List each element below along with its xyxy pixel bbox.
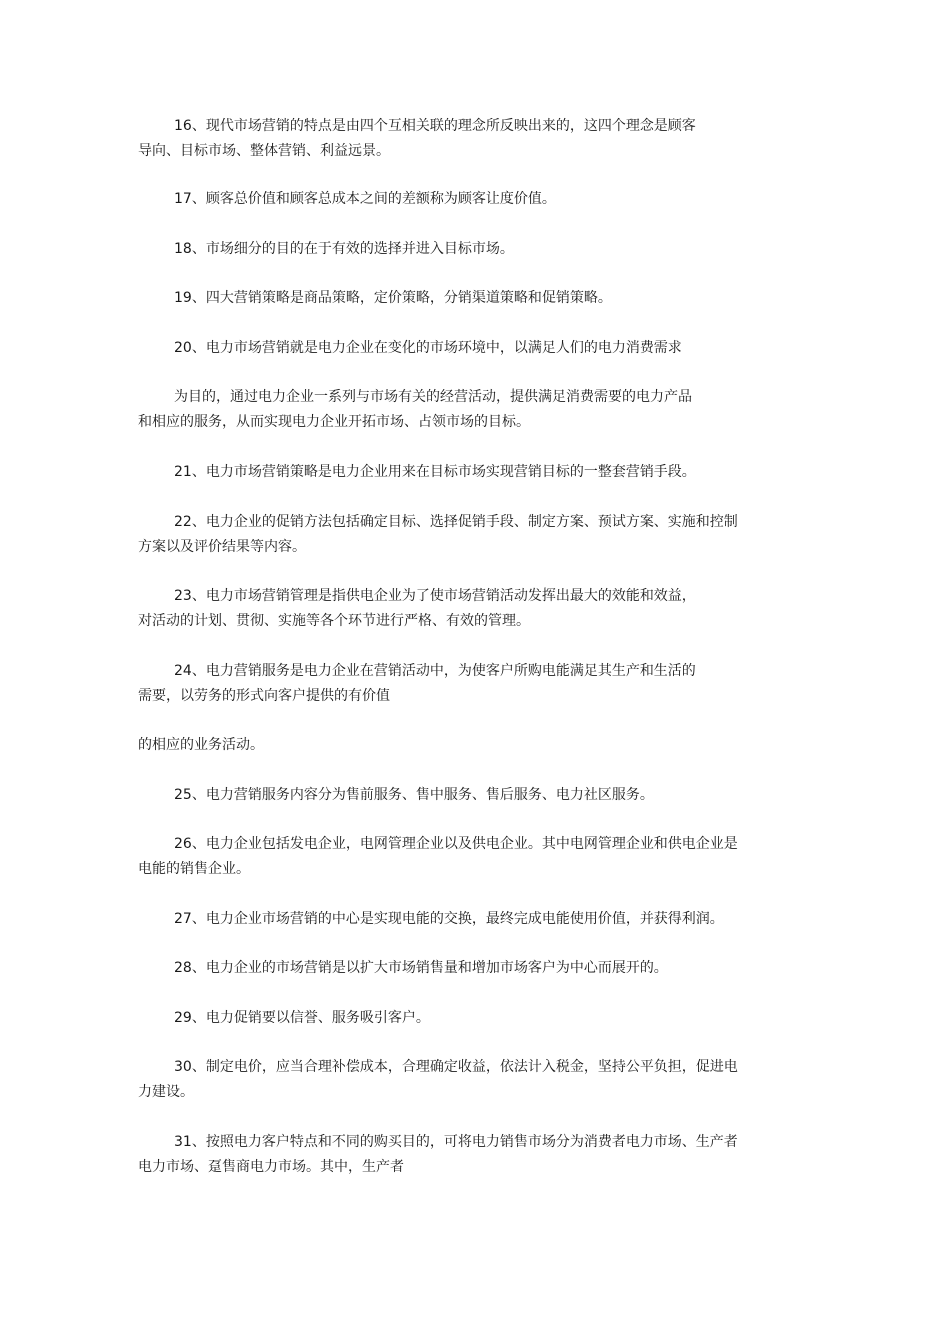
text-line: 19、四大营销策略是商品策略，定价策略，分销渠道策略和促销策略。 xyxy=(174,290,612,306)
text-line: 31、按照电力客户特点和不同的购买目的，可将电力销售市场分为消费者电力市场、生产者 xyxy=(174,1134,738,1150)
paragraph-16 xyxy=(138,114,828,164)
text-line: 22、电力企业的促销方法包括确定目标、选择促销手段、制定方案、预试方案、实施和控制 xyxy=(174,514,738,530)
text-line: 20、电力市场营销就是电力企业在变化的市场环境中，以满足人们的电力消费需求 xyxy=(174,340,682,356)
paragraph-23 xyxy=(138,584,828,634)
text-line: 25、电力营销服务内容分为售前服务、售中服务、售后服务、电力社区服务。 xyxy=(174,787,654,803)
text-line: 29、电力促销要以信誉、服务吸引客户。 xyxy=(174,1010,430,1026)
text-line: 17、顾客总价值和顾客总成本之间的差额称为顾客让度价值。 xyxy=(174,191,556,207)
paragraph-22 xyxy=(138,510,828,560)
text-line: 对活动的计划、贯彻、实施等各个环节进行严格、有效的管理。 xyxy=(138,613,530,629)
paragraph-26 xyxy=(138,832,828,882)
text-line: 力建设。 xyxy=(138,1084,194,1100)
text-line: 27、电力企业市场营销的中心是实现电能的交换，最终完成电能使用价值，并获得利润。 xyxy=(174,911,724,927)
text-line: 18、市场细分的目的在于有效的选择并进入目标市场。 xyxy=(174,241,514,257)
paragraph-21 xyxy=(138,460,828,485)
paragraph-27 xyxy=(138,907,828,932)
text-line: 21、电力市场营销策略是电力企业用来在目标市场实现营销目标的一整套营销手段。 xyxy=(174,464,696,480)
paragraph-25 xyxy=(138,783,828,808)
text-line: 23、电力市场营销管理是指供电企业为了使市场营销活动发挥出最大的效能和效益， xyxy=(174,588,696,604)
paragraph-29 xyxy=(138,1006,828,1031)
text-line: 26、电力企业包括发电企业，电网管理企业以及供电企业。其中电网管理企业和供电企业是 xyxy=(174,836,738,852)
paragraph-20-cont xyxy=(138,385,828,435)
paragraph-31 xyxy=(138,1130,828,1180)
text-line: 电力市场、趸售商电力市场。其中，生产者 xyxy=(138,1159,404,1175)
text-line: 28、电力企业的市场营销是以扩大市场销售量和增加市场客户为中心而展开的。 xyxy=(174,960,668,976)
text-line: 为目的，通过电力企业一系列与市场有关的经营活动，提供满足消费需要的电力产品 xyxy=(174,389,692,405)
text-line: 30、制定电价，应当合理补偿成本，合理确定收益，依法计入税金，坚持公平负担，促进电 xyxy=(174,1059,738,1075)
text-line: 方案以及评价结果等内容。 xyxy=(138,539,306,555)
text-line: 导向、目标市场、整体营销、利益远景。 xyxy=(138,143,390,159)
paragraph-30 xyxy=(138,1055,828,1105)
text-line: 24、电力营销服务是电力企业在营销活动中，为使客户所购电能满足其生产和生活的 xyxy=(174,663,696,679)
paragraph-17 xyxy=(138,187,828,212)
paragraph-20 xyxy=(138,336,828,361)
paragraph-24-cont xyxy=(138,733,828,758)
text-line: 的相应的业务活动。 xyxy=(138,737,264,753)
text-line: 16、现代市场营销的特点是由四个互相关联的理念所反映出来的，这四个理念是顾客 xyxy=(174,118,696,134)
paragraph-19 xyxy=(138,286,828,311)
paragraph-28 xyxy=(138,956,828,981)
text-line: 电能的销售企业。 xyxy=(138,861,250,877)
text-line: 需要，以劳务的形式向客户提供的有价值 xyxy=(138,688,390,704)
paragraph-24 xyxy=(138,659,828,709)
text-line: 和相应的服务，从而实现电力企业开拓市场、占领市场的目标。 xyxy=(138,414,530,430)
paragraph-18 xyxy=(138,237,828,262)
